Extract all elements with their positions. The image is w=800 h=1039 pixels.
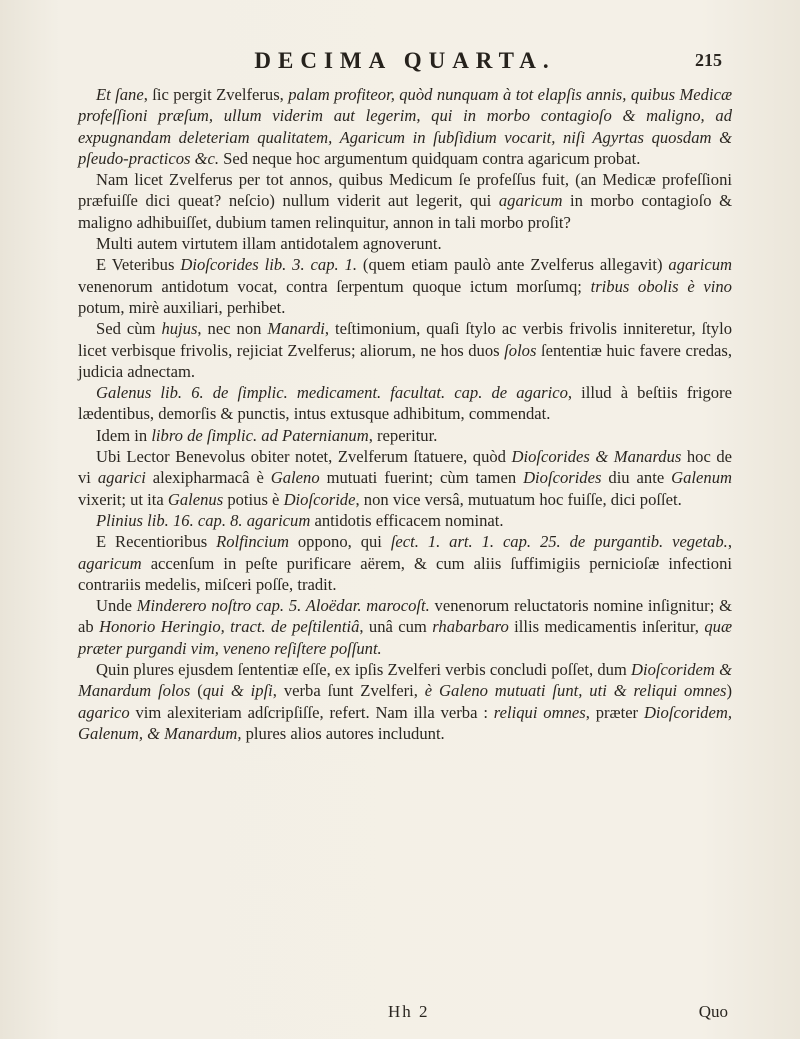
italic-run: Dioſcoridem & Manardum ſolos	[78, 660, 732, 701]
italic-run: agaricum	[78, 553, 142, 573]
italic-run: quæ præter purgandi vim, veneno reſiſtere poſſunt.	[78, 617, 733, 658]
text-run: Sed cùm	[96, 319, 162, 339]
italic-run: agaricum	[668, 255, 733, 275]
text-run: Quin plures ejusdem ſententiæ eſſe, ex ipſis Zvelferi verbis concludi poſſet, dum	[96, 660, 632, 680]
text-run: )	[726, 681, 732, 701]
italic-run: Rolfincium	[216, 532, 289, 552]
text-run: hoc de vi	[78, 447, 732, 488]
text-run: potum, mirè auxiliari, perhibet.	[78, 297, 286, 317]
italic-run: Galenus	[167, 489, 224, 509]
italic-run: Honorio Heringio, tract. de peſtilentiâ	[99, 617, 360, 637]
text-run: E Veteribus	[96, 255, 181, 275]
text-run: Sed neque hoc argumentum quidquam contra agaricum probat.	[219, 148, 641, 168]
text-run: , reperitur.	[368, 425, 438, 445]
italic-run: agarici	[97, 468, 146, 488]
italic-run: tribus obolis è vino	[590, 276, 732, 296]
running-head	[90, 48, 720, 78]
text-run: , illud à beſtiis frigore lædentibus, demorſis & punctis, intus extusque adhibitum, commendat.	[78, 383, 732, 424]
text-run: E Recentioribus	[96, 532, 217, 552]
text-run: Multi autem virtutem illam antidotalem agnoverunt.	[96, 234, 442, 254]
text-run: , ſic pergit Zvelferus,	[143, 85, 289, 104]
text-run: venenorum reluctatoris nomine inſignitur; & ab	[78, 596, 732, 637]
paragraph	[78, 84, 732, 169]
paragraph	[78, 531, 732, 595]
italic-run: Galenum	[671, 468, 732, 488]
paragraph	[78, 446, 732, 510]
text-run: Nam licet Zvelferus per tot annos, quibus Medicum ſe profeſſus fuit, (an Medicæ profeſſioni præfuiſſe dici queat? neſcio) nullum viderit aut legerit, qui	[78, 170, 732, 211]
text-run: , unâ cum	[359, 617, 433, 637]
text-run: Unde	[96, 596, 137, 616]
italic-run: è Galeno mutuati ſunt, uti & reliqui omnes	[424, 681, 727, 701]
italic-run: Dioſcorides & Manardus	[511, 447, 682, 467]
text-run: diu ante	[601, 468, 672, 488]
italic-run: rhabarbaro	[432, 617, 509, 637]
text-run: accenſum in peſte purificare aërem, & cum aliis ſuffimigiis pernicioſæ infectioni contrariis medelis, miſceri poſſe, tradit.	[78, 553, 732, 594]
paragraph	[78, 233, 732, 254]
paragraph	[78, 254, 732, 318]
text-run: venenorum antidotum vocat, contra ſerpentum quoque ictum morſumq;	[78, 276, 591, 296]
italic-run: Plinius lib. 16. cap. 8. agaricum	[96, 510, 311, 530]
text-run: , verba ſunt Zvelferi,	[272, 681, 425, 701]
paragraph	[78, 169, 732, 233]
italic-run: Dioſcorides lib. 3. cap. 1.	[180, 255, 358, 275]
text-run: (	[190, 681, 203, 701]
italic-run: reliqui omnes	[493, 702, 586, 722]
text-run: ,	[727, 532, 732, 552]
text-run: in morbo contagioſo & maligno adhibuiſſet, dubium tamen relinquitur, annon in tali morbo proſit?	[78, 191, 733, 232]
text-run: Idem in	[96, 425, 152, 445]
text-run: vim alexiteriam adſcripſiſſe, refert. Nam illa verba :	[129, 702, 494, 722]
italic-run: hujus	[161, 319, 198, 339]
text-run: potius è	[223, 489, 284, 509]
text-run: Ubi Lector Benevolus obiter notet, Zvelferum ſtatuere, quòd	[96, 447, 512, 467]
paragraph	[78, 659, 732, 744]
text-run: plures alios autores includunt.	[241, 723, 445, 743]
italic-run: agaricum	[498, 191, 563, 211]
text-run: antidotis efficacem nominat.	[310, 510, 504, 530]
paragraph	[78, 318, 732, 382]
text-run: vixerit; ut ita	[78, 489, 168, 509]
paragraph	[78, 382, 732, 425]
italic-run: Minderero noſtro cap. 5. Aloëdar. marocoſt.	[136, 596, 430, 616]
text-run: alexipharmacâ è	[145, 468, 271, 488]
italic-run: palam profiteor, quòd nunquam à tot elapſis annis, quibus Medicæ profeſſioni præſum, ullum viderim aut legerim, qui in morbo contagioſo & maligno, ad expugnandam deleteriam qualitatem, Agaricum in ſubſidium vocarit, niſi Agyrtas quosdam & pſeudo-practicos &c.	[78, 85, 733, 168]
text-run: mutuati fuerint; cùm tamen	[319, 468, 524, 488]
italic-run: ſect. 1. art. 1. cap. 25. de purgantib. vegetab.	[390, 532, 728, 552]
catchline	[78, 1002, 732, 1026]
text-run: oppono, qui	[288, 532, 391, 552]
paragraph	[78, 510, 732, 531]
text-run: , teſtimonium, quaſi ſtylo ac verbis frivolis inniteretur, ſtylo licet verbisque frivolis, rejiciat Zvelferus; aliorum, ne hos duos	[78, 319, 733, 360]
text-run: ſententiæ huic favere credas, judicia adnectam.	[78, 340, 732, 381]
italic-run: Galenus lib. 6. de ſimplic. medicament. facultat. cap. de agarico	[96, 383, 568, 403]
text-run: (quem etiam paulò ante Zvelferus allegavit)	[357, 255, 669, 275]
running-title: DECIMA QUARTA.	[254, 48, 556, 73]
italic-run: Et ſane	[96, 85, 144, 104]
paragraph	[78, 595, 732, 659]
text-run: , præter	[585, 702, 644, 722]
page-number: 215	[695, 50, 722, 70]
italic-run: Dioſcoride	[283, 489, 356, 509]
italic-run: Galeno	[270, 468, 320, 488]
paragraph	[78, 425, 732, 446]
signature-mark: Hh 2	[388, 1002, 430, 1021]
italic-run: agarico	[78, 702, 130, 722]
italic-run: ſolos	[504, 340, 537, 360]
italic-run: libro de ſimplic. ad Paternianum	[151, 425, 369, 445]
text-run: , non vice versâ, mutuatum hoc fuiſſe, dici poſſet.	[355, 489, 682, 509]
italic-run: Dioſcoridem, Galenum, & Manardum,	[78, 702, 732, 743]
text-run: , nec non	[197, 319, 268, 339]
body-text	[78, 84, 732, 744]
italic-run: Dioſcorides	[523, 468, 602, 488]
text-run: illis medicamentis inſeritur,	[508, 617, 705, 637]
italic-run: Manardi	[267, 319, 325, 339]
italic-run: qui & ipſi	[202, 681, 273, 701]
catchword: Quo	[698, 1002, 728, 1021]
